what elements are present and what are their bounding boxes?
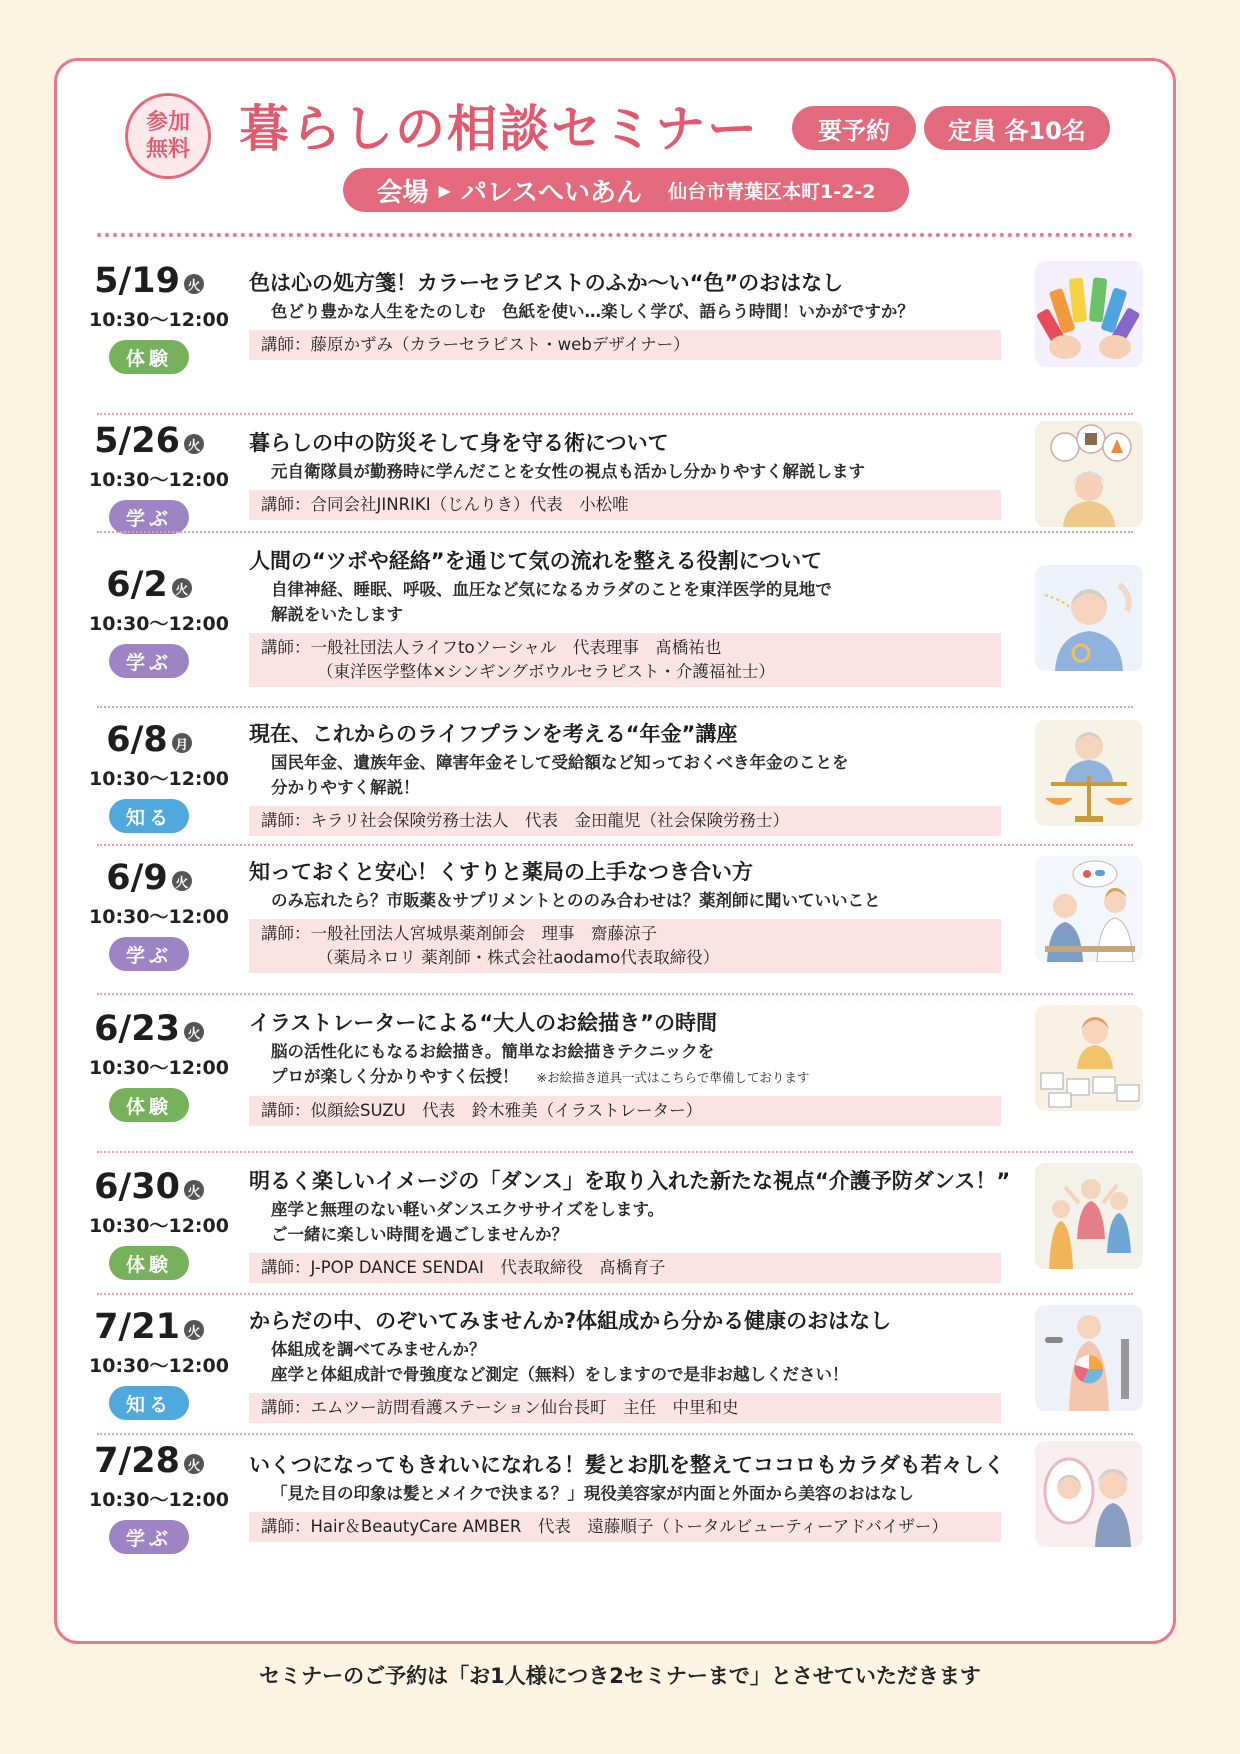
event-weekday: 火: [172, 578, 192, 598]
event-content: [249, 1449, 1009, 1542]
lecturer-line: （東洋医学整体×シンギングボウルセラピスト・介護福祉士）: [317, 662, 775, 681]
event-category-tag: 学ぶ: [109, 644, 189, 678]
event-weekday: 月: [172, 733, 192, 753]
lecturer-line: （薬局ネロリ 薬剤師・株式会社aodamo代表取締役）: [317, 948, 720, 967]
event-description: [249, 888, 1009, 913]
event-date: 6/30: [94, 1167, 180, 1207]
event-weekday: 火: [184, 1320, 204, 1340]
event-description-line: のみ忘れたら？市販薬＆サプリメントとののみ合わせは？薬剤師に聞いていいこと: [271, 891, 881, 910]
pension-scale-illustration: [1035, 720, 1143, 826]
event-description-line: ご一緒に楽しい時間を過ごしませんか？: [271, 1225, 568, 1244]
venue-address: 仙台市青葉区本町1-2-2: [668, 180, 876, 203]
event-weekday: 火: [172, 871, 192, 891]
disaster-prevention-illustration: [1035, 421, 1143, 527]
event-date: 5/26: [94, 421, 180, 461]
event-divider: [97, 531, 1133, 533]
event-category-tag: 知る: [109, 799, 189, 833]
event-lecturer: [249, 633, 1001, 687]
free-admission-badge: [125, 93, 211, 179]
event-date-block: [89, 1307, 229, 1420]
event-description-line: 元自衛隊員が勤務時に学んだことを女性の視点も活かし分かりやすく解説します: [271, 462, 865, 481]
event-date-block: [89, 1009, 229, 1122]
acupressure-illustration: [1035, 565, 1143, 671]
event-lecturer: [249, 1393, 1001, 1423]
event-content: [249, 267, 1009, 360]
event-time: 10:30〜12:00: [89, 1215, 229, 1237]
event-description: [249, 750, 1009, 800]
lecturer-line: 講師：藤原かずみ（カラーセラピスト・webデザイナー）: [261, 335, 690, 354]
event-content: [249, 545, 1009, 687]
event-lecturer: [249, 330, 1001, 360]
triangle-right-icon: ▶: [438, 180, 451, 200]
event-description: [249, 1197, 1009, 1247]
event-description-line: 座学と無理のない軽いダンスエクササイズをします。: [271, 1200, 665, 1219]
event-divider: [97, 413, 1133, 415]
event-title: いくつになってもきれいになれる！髪とお肌を整えてココロもカラダも若々しく: [249, 1453, 1005, 1477]
event-content: [249, 856, 1009, 973]
free-badge-line1: 参加: [145, 110, 190, 135]
event-divider: [97, 1293, 1133, 1295]
event-description: [249, 1481, 1009, 1506]
event-title: 現在、これからのライフプランを考える“年金”講座: [249, 722, 738, 746]
event-divider: [97, 706, 1133, 708]
page-title: 暮らしの相談セミナー: [239, 100, 759, 158]
venue-name: パレスへいあん: [460, 177, 643, 208]
event-time: 10:30〜12:00: [89, 469, 229, 491]
dance-illustration: [1035, 1163, 1143, 1269]
event-date-block: [89, 720, 229, 833]
body-composition-illustration: [1035, 1305, 1143, 1411]
event-date-block: [89, 261, 229, 374]
event-lecturer: [249, 1096, 1001, 1126]
pharmacist-illustration: [1035, 856, 1143, 962]
event-content: [249, 1007, 1009, 1126]
event-description-line: 体組成を調べてみませんか？: [271, 1340, 486, 1359]
event-category-tag: 学ぶ: [109, 500, 189, 534]
venue-label: 会場: [376, 177, 429, 208]
reservation-notice: セミナーのご予約は「お1人様につき2セミナーまで」とさせていただきます: [259, 1664, 981, 1688]
event-lecturer: [249, 919, 1001, 973]
event-description-line: [271, 1064, 1009, 1090]
event-category-tag: 体験: [109, 1088, 189, 1122]
event-divider: [97, 993, 1133, 995]
event-description-line: 国民年金、遺族年金、障害年金そして受給額など知っておくべき年金のことを: [271, 753, 849, 772]
event-lecturer: [249, 1512, 1001, 1542]
event-content: [249, 1165, 1009, 1283]
drawing-illustration: [1035, 1005, 1143, 1111]
header-divider: [97, 233, 1133, 237]
event-time: 10:30〜12:00: [89, 1057, 229, 1079]
event-title: 暮らしの中の防災そして身を守る術について: [249, 431, 669, 455]
event-date-block: [89, 1441, 229, 1554]
event-lecturer: [249, 1253, 1001, 1283]
event-lecturer: [249, 806, 1001, 836]
color-cards-illustration: [1035, 261, 1143, 367]
event-date-block: [89, 565, 229, 678]
event-title: 色は心の処方箋！カラーセラピストのふか〜い“色”のおはなし: [249, 271, 844, 295]
event-time: 10:30〜12:00: [89, 768, 229, 790]
event-divider: [97, 1151, 1133, 1153]
lecturer-line: 講師：一般社団法人宮城県薬剤師会 理事 齋藤涼子: [261, 924, 657, 943]
event-date: 6/2: [106, 565, 168, 605]
lecturer-line: 講師：似顔絵SUZU 代表 鈴木雅美（イラストレーター）: [261, 1101, 703, 1120]
lecturer-line: 講師：キラリ社会保険労務士法人 代表 金田龍児（社会保険労務士）: [261, 811, 789, 830]
event-title: 明るく楽しいイメージの「ダンス」を取り入れた新たな視点“介護予防ダンス！”: [249, 1169, 1011, 1193]
event-description: [249, 299, 1009, 324]
event-title: 知っておくと安心！くすりと薬局の上手なつき合い方: [249, 860, 753, 884]
lecturer-line: 講師：一般社団法人ライフtoソーシャル 代表理事 髙橋祐也: [261, 638, 722, 657]
seminar-card: [54, 58, 1176, 1644]
event-description-text: プロが楽しく分かりやすく伝授！: [271, 1067, 519, 1086]
event-divider: [97, 844, 1133, 846]
event-lecturer: [249, 490, 1001, 520]
event-description-line: 分かりやすく解説！: [271, 778, 420, 797]
event-description: [249, 1039, 1009, 1090]
event-content: [249, 1305, 1009, 1423]
event-title: 人間の“ツボや経絡”を通じて気の流れを整える役割について: [249, 549, 823, 573]
event-date: 5/19: [94, 261, 180, 301]
event-divider: [97, 1433, 1133, 1435]
event-weekday: 火: [184, 1022, 204, 1042]
event-category-tag: 知る: [109, 1386, 189, 1420]
event-description: [249, 459, 1009, 484]
reservation-required-badge: 要予約: [792, 106, 916, 150]
event-description-line: 「見た目の印象は髪とメイクで決まる？」現役美容家が内面と外面から美容のおはなし: [271, 1484, 914, 1503]
event-date: 7/28: [94, 1441, 180, 1481]
event-title: イラストレーターによる“大人のお絵描き”の時間: [249, 1011, 717, 1035]
venue-banner: [343, 168, 909, 212]
event-description: [249, 577, 1009, 627]
event-content: [249, 427, 1009, 520]
event-description-line: 自律神経、睡眠、呼吸、血圧など気になるカラダのことを東洋医学的見地で: [271, 580, 832, 599]
event-date-block: [89, 858, 229, 971]
event-description-line: 座学と体組成計で骨強度など測定（無料）をしますので是非お越しください！: [271, 1365, 849, 1384]
event-time: 10:30〜12:00: [89, 613, 229, 635]
event-time: 10:30〜12:00: [89, 1489, 229, 1511]
event-description: [249, 1337, 1009, 1387]
event-weekday: 火: [184, 434, 204, 454]
event-date-block: [89, 421, 229, 534]
event-weekday: 火: [184, 1180, 204, 1200]
event-date: 7/21: [94, 1307, 180, 1347]
event-description-line: 色どり豊かな人生をたのしむ 色紙を使い…楽しく学び、語らう時間！いかがですか？: [271, 302, 914, 321]
event-category-tag: 体験: [109, 340, 189, 374]
lecturer-line: 講師：合同会社JINRIKI（じんりき）代表 小松唯: [261, 495, 629, 514]
event-date: 6/9: [106, 858, 168, 898]
event-category-tag: 体験: [109, 1246, 189, 1280]
event-title: からだの中、のぞいてみませんか?体組成から分かる健康のおはなし: [249, 1309, 892, 1333]
beauty-mirror-illustration: [1035, 1441, 1143, 1547]
event-date-block: [89, 1167, 229, 1280]
event-category-tag: 学ぶ: [109, 1520, 189, 1554]
lecturer-line: 講師：J-POP DANCE SENDAI 代表取締役 髙橋育子: [261, 1258, 666, 1277]
event-date: 6/23: [94, 1009, 180, 1049]
event-time: 10:30〜12:00: [89, 309, 229, 331]
event-description-line: 解説をいたします: [271, 605, 403, 624]
free-badge-line2: 無料: [145, 137, 190, 162]
event-category-tag: 学ぶ: [109, 937, 189, 971]
event-time: 10:30〜12:00: [89, 1355, 229, 1377]
lecturer-line: 講師：エムツー訪問看護ステーション仙台長町 主任 中里和史: [261, 1398, 739, 1417]
capacity-badge: 定員 各10名: [924, 106, 1110, 150]
event-date: 6/8: [106, 720, 168, 760]
event-weekday: 火: [184, 274, 204, 294]
event-note: ※お絵描き道具一式はこちらで準備しております: [536, 1070, 810, 1085]
event-time: 10:30〜12:00: [89, 906, 229, 928]
event-description-line: 脳の活性化にもなるお絵描き。簡単なお絵描きテクニックを: [271, 1042, 715, 1061]
event-content: [249, 718, 1009, 836]
lecturer-line: 講師：Hair＆BeautyCare AMBER 代表 遠藤順子（トータルビューティーアドバイザー）: [261, 1517, 948, 1536]
event-weekday: 火: [184, 1454, 204, 1474]
